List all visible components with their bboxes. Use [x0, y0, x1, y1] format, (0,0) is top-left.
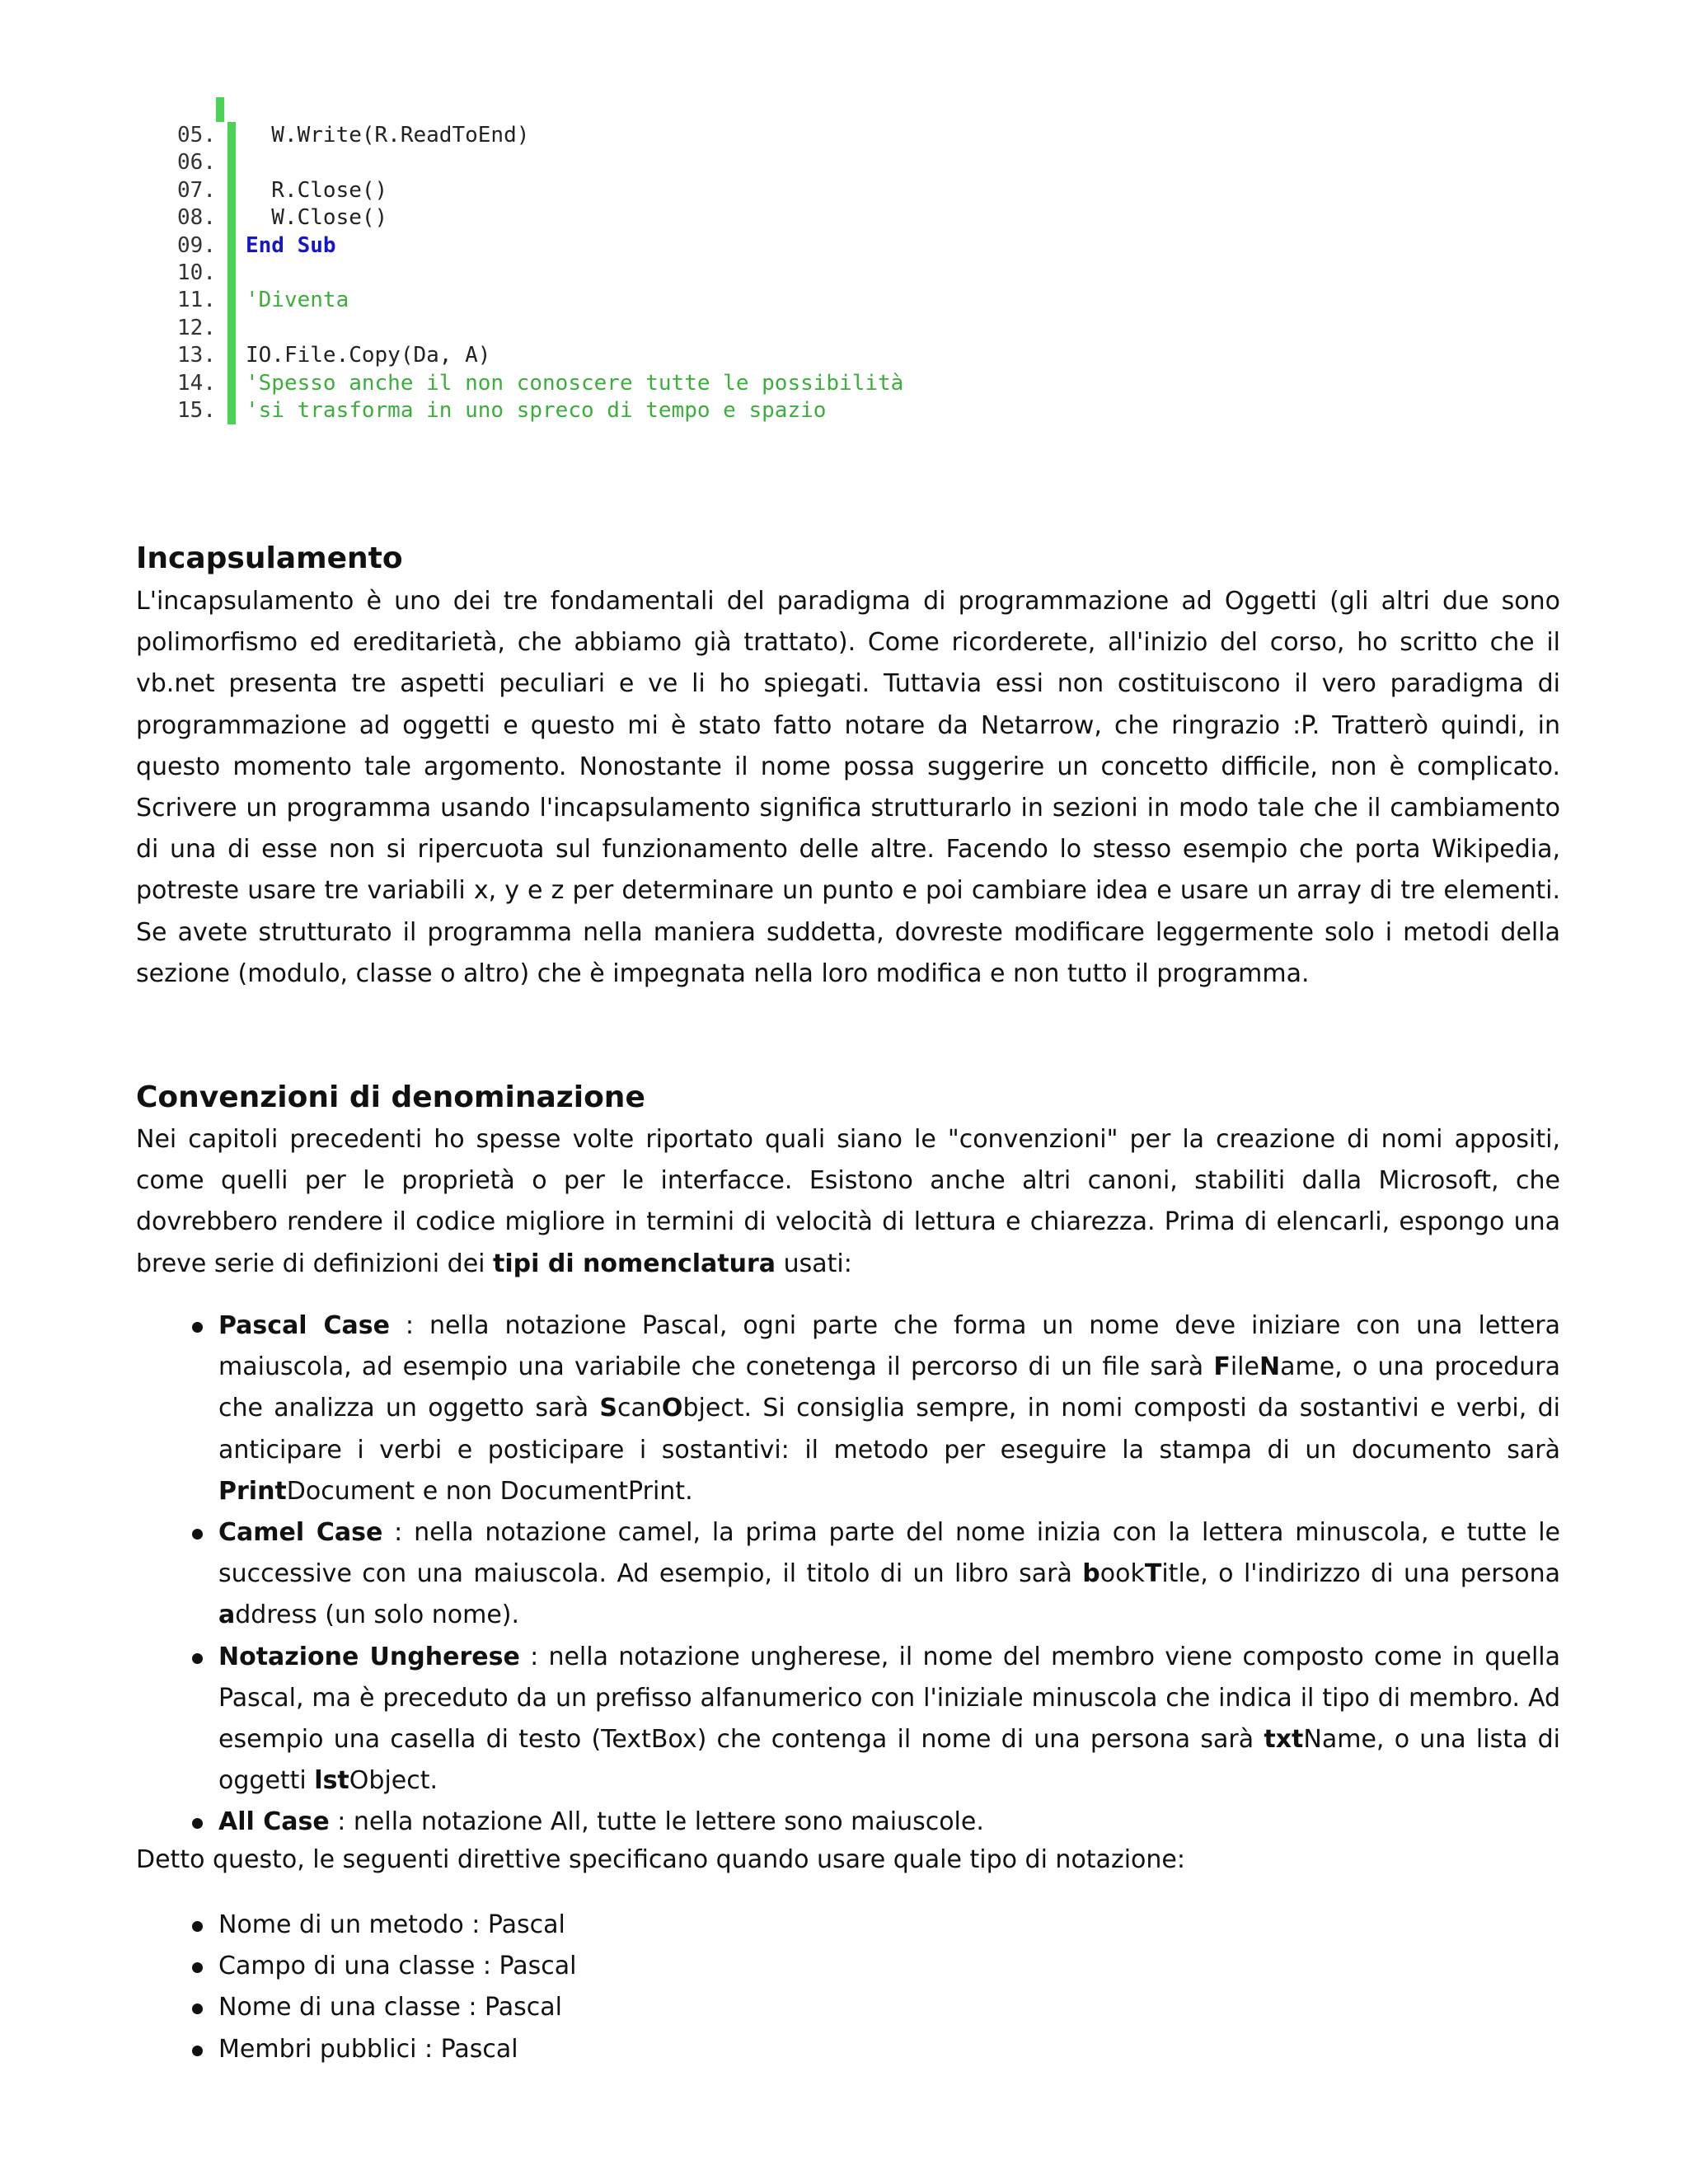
notation-list: [136, 1305, 1560, 1844]
example-text: Document: [286, 1476, 415, 1506]
item-text: : nella notazione All, tutte le lettere sono maiuscole.: [329, 1807, 984, 1837]
list-item: [136, 1305, 1560, 1512]
code-line: [163, 397, 1235, 424]
example-text: Name: [1303, 1725, 1376, 1755]
item-text: , o una procedura che analizza un oggetto sarà: [218, 1352, 1561, 1423]
paragraph-incapsulamento: [136, 581, 1560, 995]
code-line: [163, 204, 1235, 232]
code-text: 'Spesso anche il non conoscere tutte le possibilità: [246, 370, 904, 396]
item-text: , o una lista di oggetti: [218, 1725, 1560, 1796]
code-gutter-bar-top: [216, 97, 224, 122]
item-text: : nella notazione camel, la prima parte del nome inizia con la lettera minuscola, e tutte le successive con una maiuscola. Ad esempio, il titolo di un libro sarà: [218, 1518, 1560, 1589]
line-number: 12.: [177, 315, 216, 340]
paragraph-convenzioni-intro: [136, 1119, 1560, 1285]
list-item: Nome di un metodo : Pascal: [136, 1905, 1560, 1946]
list-item: Nome di una classe : Pascal: [136, 1987, 1560, 2028]
example-bold: O: [661, 1394, 683, 1423]
code-block: [163, 122, 1235, 424]
example-bold: T: [1144, 1559, 1162, 1589]
code-text: End Sub: [246, 232, 336, 258]
example-text: Object: [349, 1766, 430, 1796]
item-text: e non DocumentPrint.: [415, 1476, 693, 1506]
line-number: 14.: [177, 370, 216, 396]
line-number: 06.: [177, 150, 216, 176]
example-text: ddress (un solo nome).: [235, 1601, 520, 1630]
paragraph-text: Detto questo, le seguenti direttive specificano quando usare quale tipo di notazione:: [136, 1845, 1185, 1874]
line-number: 05.: [177, 123, 216, 148]
line-number: 13.: [177, 343, 216, 368]
example-bold: a: [218, 1601, 236, 1630]
code-text: 'si trasforma in uno spreco di tempo e spazio: [246, 397, 827, 423]
code-line: [163, 315, 1235, 342]
example-text: ook: [1100, 1559, 1145, 1589]
list-item: [136, 1637, 1560, 1802]
example-bold: b: [1082, 1559, 1100, 1589]
list-item: [136, 1802, 1560, 1843]
line-number: 08.: [177, 205, 216, 231]
paragraph-text: [136, 1119, 1560, 1285]
code-line: [163, 232, 1235, 260]
term: Pascal Case: [218, 1311, 390, 1340]
line-number: 15.: [177, 397, 216, 423]
example-bold: N: [1259, 1352, 1281, 1382]
code-line: [163, 260, 1235, 287]
example-bold: F: [1213, 1352, 1231, 1382]
item-text: . Si consiglia sempre, in nomi composti da sostantivi e verbi, di anticipare i verbi e posticipare i sostantivi: il metodo per eseguire la stampa di un documento sarà: [218, 1394, 1560, 1465]
line-number: 09.: [177, 232, 216, 258]
intro-text: Nei capitoli precedenti ho spesse volte riportato quali siano le "convenzioni" per la creazione di nomi appositi, come quelli per le proprietà o per le interfacce. Esistono anche altri canoni, stabiliti dalla Microsoft, che dovrebbero rendere il codice migliore in termini di velocità di lettura e chiarezza. Prima di elencarli, espongo una breve serie di definizioni dei: [136, 1125, 1560, 1278]
line-number: 10.: [177, 260, 216, 285]
paragraph-text: L'incapsulamento è uno dei tre fondamentali del paradigma di programmazione ad Oggetti (gli altri due sono polimorfismo ed ereditarietà, che abbiamo già trattato). Come ricorderete, all'inizio del corso, ho scritto che il vb.net presenta tre aspetti peculiari e ve li ho spiegati. Tuttavia essi non costituiscono il vero paradigma di programmazione ad oggetti e questo mi è stato fatto notare da Netarrow, che ringrazio :P. Tratterò quindi, in questo momento tale argomento. Nonostante il nome possa suggerire un concetto difficile, non è complicato. Scrivere un programma usando l'incapsulamento significa strutturarlo in sezioni in modo tale che il cambiamento di una di esse non si ripercuota sul funzionamento delle altre. Facendo lo stesso esempio che porta Wikipedia, potreste usare tre variabili x, y e z per determinare un punto e poi cambiare idea e usare un array di tre elementi. Se avete strutturato il programma nella maniera suddetta, dovreste modificare leggermente solo i metodi della sezione (modulo, classe o altro) che è impegnata nella loro modifica e non tutto il programma.: [136, 587, 1560, 988]
heading-incapsulamento: Incapsulamento: [136, 541, 403, 575]
term: Camel Case: [218, 1518, 383, 1548]
code-line: [163, 342, 1235, 369]
term: All Case: [218, 1807, 330, 1837]
paragraph-directive: [136, 1840, 1560, 1881]
code-line: [163, 149, 1235, 176]
code-text: W.Write(R.ReadToEnd): [246, 123, 530, 148]
item-text: : nella notazione Pascal, ogni parte che forma un nome deve iniziare con una lettera maiuscola, ad esempio una variabile che conetenga il percorso di un file sarà: [218, 1311, 1560, 1382]
code-line: [163, 370, 1235, 397]
item-text: : nella notazione ungherese, il nome del membro viene composto come in quella Pascal, ma è preceduto da un prefisso alfanumerico con l'iniziale minuscola che indica il tipo di membro. Ad esempio una casella di testo (TextBox) che contenga il nome di una persona sarà: [218, 1642, 1561, 1755]
example-text: can: [617, 1394, 662, 1423]
rules-list: [136, 1905, 1560, 2070]
line-number: 07.: [177, 177, 216, 203]
code-line: [163, 287, 1235, 314]
list-item: [136, 1512, 1560, 1637]
example-text: ame: [1280, 1352, 1335, 1382]
code-text: W.Close(): [246, 205, 388, 231]
example-text: ile: [1230, 1352, 1259, 1382]
line-number: 11.: [177, 288, 216, 313]
list-item: Membri pubblici : Pascal: [136, 2029, 1560, 2070]
list-item: Campo di una classe : Pascal: [136, 1946, 1560, 1987]
example-bold: S: [599, 1394, 618, 1423]
item-text: .: [429, 1766, 438, 1796]
code-text: IO.File.Copy(Da, A): [246, 343, 491, 368]
code-text: R.Close(): [246, 177, 388, 203]
intro-bold: tipi di nomenclatura: [493, 1249, 776, 1278]
heading-convenzioni: Convenzioni di denominazione: [136, 1080, 645, 1114]
example-bold: lst: [314, 1766, 349, 1796]
term: Notazione Ungherese: [218, 1642, 520, 1671]
code-line: [163, 122, 1235, 149]
example-bold: txt: [1264, 1725, 1304, 1755]
code-line: [163, 177, 1235, 204]
example-text: itle: [1161, 1559, 1201, 1589]
item-text: , o l'indirizzo di una persona: [1200, 1559, 1560, 1589]
code-text: 'Diventa: [246, 288, 349, 313]
example-text: bject: [682, 1394, 744, 1423]
intro-text-end: usati:: [776, 1249, 852, 1278]
example-bold: Print: [218, 1476, 287, 1506]
